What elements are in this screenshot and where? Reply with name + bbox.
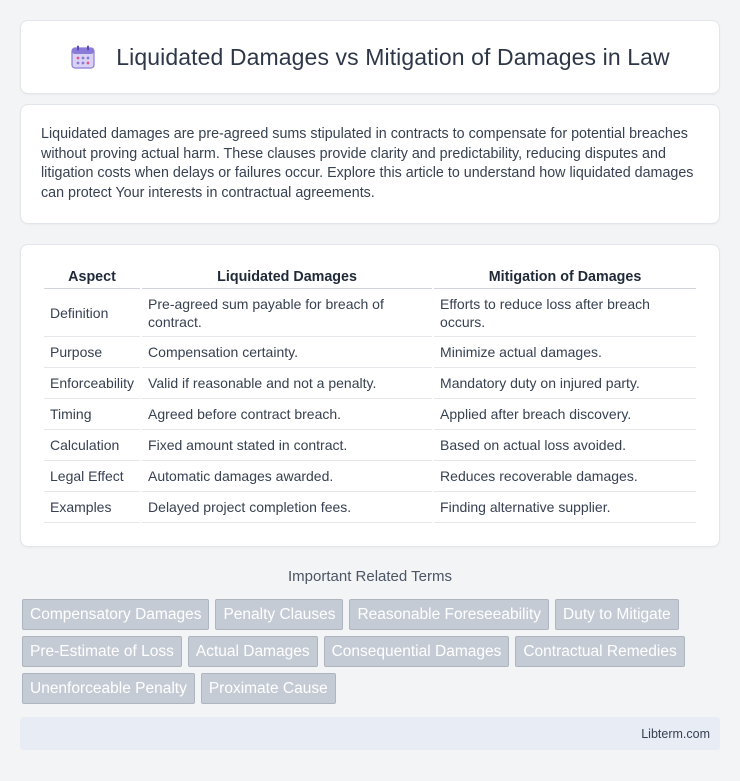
table-row: [44, 430, 696, 461]
tag-row: [22, 599, 722, 630]
cell-mitigation: Efforts to reduce loss after breach occurs.: [434, 289, 696, 337]
cell-aspect: Legal Effect: [44, 461, 140, 492]
tag-row: [22, 636, 722, 667]
tag-reasonable-foreseeability[interactable]: Reasonable Foreseeability: [349, 599, 549, 630]
cell-aspect: Definition: [44, 289, 140, 337]
intro-text: Liquidated damages are pre-agreed sums stipulated in contracts to compensate for potential breaches without proving actual harm. These clauses provide clarity and predictability, reducing disputes and litigation costs when delays or failures occur. Explore this article to understand how liquidated damages can protect Your interests in contractual agreements.: [41, 126, 694, 201]
cell-aspect: Examples: [44, 492, 140, 523]
table-row: [44, 492, 696, 523]
cell-liquidated: Delayed project completion fees.: [142, 492, 432, 523]
footer: [20, 717, 720, 750]
table-row: [44, 368, 696, 399]
tag-pre-estimate-of-loss[interactable]: Pre-Estimate of Loss: [22, 636, 182, 667]
tag-consequential-damages[interactable]: Consequential Damages: [324, 636, 510, 667]
table-row: [44, 399, 696, 430]
cell-liquidated: Automatic damages awarded.: [142, 461, 432, 492]
table-row: [44, 461, 696, 492]
tag-contractual-remedies[interactable]: Contractual Remedies: [515, 636, 684, 667]
header-liquidated-damages: Liquidated Damages: [142, 265, 432, 289]
comparison-table-card: [20, 244, 720, 547]
calendar-icon: [70, 44, 96, 70]
cell-liquidated: Pre-agreed sum payable for breach of contract.: [142, 289, 432, 337]
tag-duty-to-mitigate[interactable]: Duty to Mitigate: [555, 599, 679, 630]
cell-liquidated: Compensation certainty.: [142, 337, 432, 368]
cell-mitigation: Mandatory duty on injured party.: [434, 368, 696, 399]
cell-aspect: Purpose: [44, 337, 140, 368]
cell-liquidated: Valid if reasonable and not a penalty.: [142, 368, 432, 399]
header-aspect: Aspect: [44, 265, 140, 289]
tag-unenforceable-penalty[interactable]: Unenforceable Penalty: [22, 673, 195, 704]
table-header-row: [44, 265, 696, 289]
tag-proximate-cause[interactable]: Proximate Cause: [201, 673, 336, 704]
related-terms-list: [22, 599, 722, 710]
cell-mitigation: Reduces recoverable damages.: [434, 461, 696, 492]
footer-site-link[interactable]: Libterm.com: [641, 726, 710, 741]
cell-mitigation: Finding alternative supplier.: [434, 492, 696, 523]
cell-liquidated: Agreed before contract breach.: [142, 399, 432, 430]
cell-aspect: Timing: [44, 399, 140, 430]
cell-liquidated: Fixed amount stated in contract.: [142, 430, 432, 461]
related-terms-heading: Important Related Terms: [288, 568, 452, 585]
page-title: Liquidated Damages vs Mitigation of Damages in Law: [116, 43, 670, 70]
table-row: [44, 337, 696, 368]
table-row: [44, 289, 696, 337]
cell-aspect: Calculation: [44, 430, 140, 461]
cell-aspect: Enforceability: [44, 368, 140, 399]
cell-mitigation: Applied after breach discovery.: [434, 399, 696, 430]
tag-actual-damages[interactable]: Actual Damages: [188, 636, 318, 667]
header-mitigation-of-damages: Mitigation of Damages: [434, 265, 696, 289]
tag-compensatory-damages[interactable]: Compensatory Damages: [22, 599, 209, 630]
header-card: [20, 20, 720, 94]
comparison-table: [42, 265, 698, 523]
tag-penalty-clauses[interactable]: Penalty Clauses: [215, 599, 343, 630]
intro-card: [20, 104, 720, 224]
cell-mitigation: Minimize actual damages.: [434, 337, 696, 368]
cell-mitigation: Based on actual loss avoided.: [434, 430, 696, 461]
tag-row: [22, 673, 722, 704]
